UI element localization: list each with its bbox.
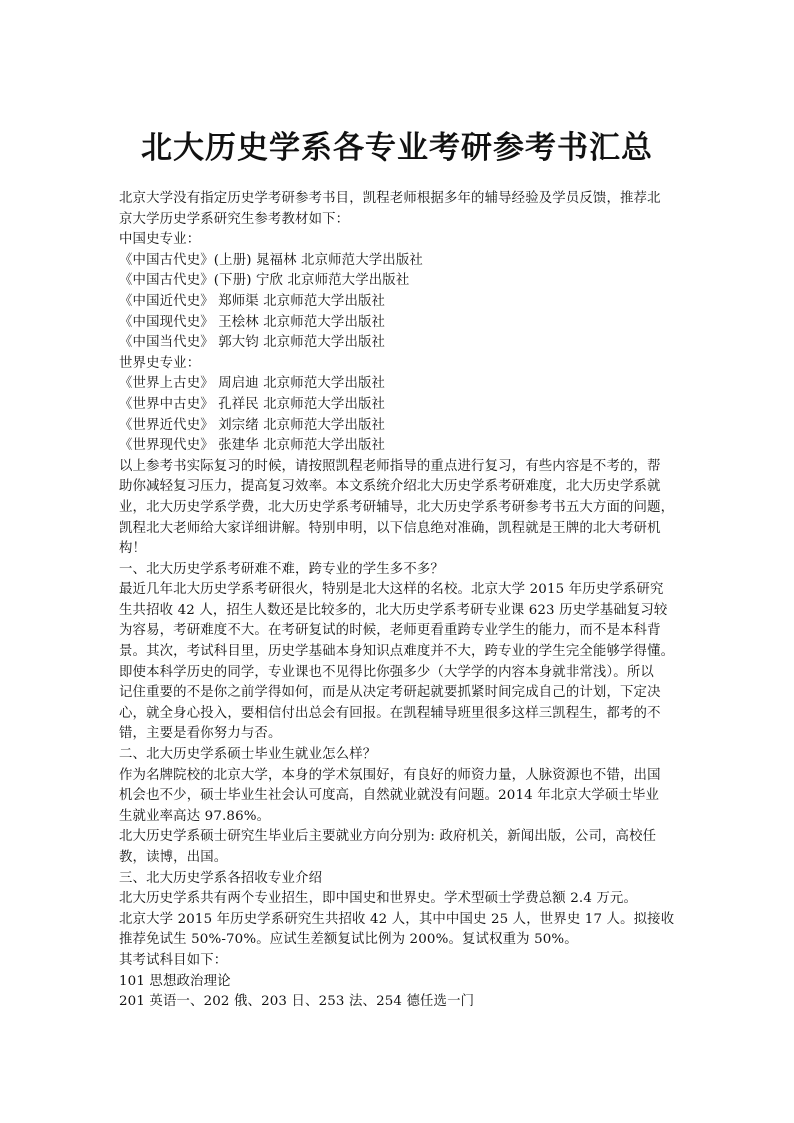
paragraph-line: 构！ bbox=[119, 541, 147, 557]
exam-subject: 201 英语一、202 俄、203 日、253 法、254 德任选一门 bbox=[119, 994, 475, 1010]
paragraph-line: 助你减轻复习压力，提高复习效率。本文系统介绍北大历史学系考研难度，北大历史学系就 bbox=[119, 479, 661, 495]
paragraph-line: 以上参考书实际复习的时候，请按照凯程老师指导的重点进行复习，有些内容是不考的，帮 bbox=[119, 458, 661, 474]
section-label: 中国史专业： bbox=[119, 232, 201, 248]
paragraph-line: 机会也不少，硕士毕业生社会认可度高，自然就业就没有问题。2014 年北京大学硕士毕业 bbox=[119, 788, 660, 804]
paragraph-line: 北京大学 2015 年历史学系研究生共招收 42 人，其中中国史 25 人，世界史 17 人。拟接收 bbox=[119, 911, 675, 927]
paragraph-line: 最近几年北大历史学系考研很火，特别是北大这样的名校。北京大学 2015 年历史学系研究 bbox=[119, 582, 664, 598]
section-heading: 二、北大历史学系硕士毕业生就业怎么样？ bbox=[119, 747, 377, 763]
book-entry: 《中国古代史》(上册) 晁福林 北京师范大学出版社 bbox=[119, 252, 423, 268]
paragraph-line: 即使本科学历史的同学，专业课也不见得比你强多少（大学学的内容本身就非常浅）。所以 bbox=[119, 664, 654, 680]
book-entry: 《中国现代史》 王桧林 北京师范大学出版社 bbox=[119, 314, 386, 330]
paragraph-line: 其考试科目如下： bbox=[119, 952, 228, 968]
book-entry: 《世界上古史》 周启迪 北京师范大学出版社 bbox=[119, 376, 386, 392]
paragraph-line: 作为名牌院校的北京大学，本身的学术氛围好，有良好的师资力量，人脉资源也不错，出国 bbox=[119, 767, 661, 783]
paragraph-line: 京大学历史学系研究生参考教材如下： bbox=[119, 211, 350, 227]
paragraph-line: 推荐免试生 50%-70%。应试生差额复试比例为 200%。复试权重为 50%。 bbox=[119, 932, 578, 948]
paragraph-line: 错，主要是看你努力与否。 bbox=[119, 726, 282, 742]
paragraph-line: 北大历史学系硕士研究生毕业后主要就业方向分别为: 政府机关，新闻出版，公司，高校任 bbox=[119, 829, 657, 845]
section-heading: 一、北大历史学系考研难不难，跨专业的学生多不多？ bbox=[119, 561, 444, 577]
document-title: 北大历史学系各专业考研参考书汇总 bbox=[141, 130, 653, 166]
exam-subject: 101 思想政治理论 bbox=[119, 973, 231, 989]
document-body bbox=[119, 189, 679, 1013]
paragraph-line: 心，就全身心投入，要相信付出总会有回报。在凯程辅导班里很多这样三凯程生，都考的不 bbox=[119, 705, 661, 721]
paragraph-line: 教，读博，出国。 bbox=[119, 850, 228, 865]
paragraph-line: 业，北大历史学系学费，北大历史学系考研辅导，北大历史学系考研参考书五大方面的问题， bbox=[119, 499, 675, 515]
paragraph-line: 凯程北大老师给大家详细讲解。特别申明，以下信息绝对准确，凯程就是王牌的北大考研机 bbox=[119, 520, 661, 536]
paragraph-line: 为容易，考研难度不大。在考研复试的时候，老师更看重跨专业学生的能力，而不是本科背 bbox=[119, 623, 661, 639]
paragraph-line: 北大历史学系共有两个专业招生，即中国史和世界史。学术型硕士学费总额 2.4 万元。 bbox=[119, 891, 638, 907]
book-entry: 《世界中古史》 孔祥民 北京师范大学出版社 bbox=[119, 396, 386, 412]
paragraph-line: 生共招收 42 人，招生人数还是比较多的，北大历史学系考研专业课 623 历史学基础复习较 bbox=[119, 602, 668, 618]
book-entry: 《世界现代史》 张建华 北京师范大学出版社 bbox=[119, 438, 386, 454]
section-label: 世界史专业： bbox=[119, 355, 201, 371]
paragraph-line: 生就业率高达 97.86%。 bbox=[119, 808, 271, 824]
book-entry: 《中国当代史》 郭大钧 北京师范大学出版社 bbox=[119, 335, 386, 351]
book-entry: 《世界近代史》 刘宗绪 北京师范大学出版社 bbox=[119, 417, 386, 433]
paragraph-line: 北京大学没有指定历史学考研参考书目，凯程老师根据多年的辅导经验及学员反馈，推荐北 bbox=[119, 191, 661, 206]
paragraph-line: 记住重要的不是你之前学得如何，而是从决定考研起就要抓紧时间完成自己的计划，下定决 bbox=[119, 685, 661, 701]
section-heading: 三、北大历史学系各招收专业介绍 bbox=[119, 870, 323, 886]
book-entry: 《中国古代史》(下册) 宁欣 北京师范大学出版社 bbox=[119, 273, 410, 289]
book-entry: 《中国近代史》 郑师渠 北京师范大学出版社 bbox=[119, 293, 386, 309]
paragraph-line: 景。其次，考试科目里，历史学基础本身知识点难度并不大，跨专业的学生完全能够学得懂。 bbox=[119, 644, 675, 660]
